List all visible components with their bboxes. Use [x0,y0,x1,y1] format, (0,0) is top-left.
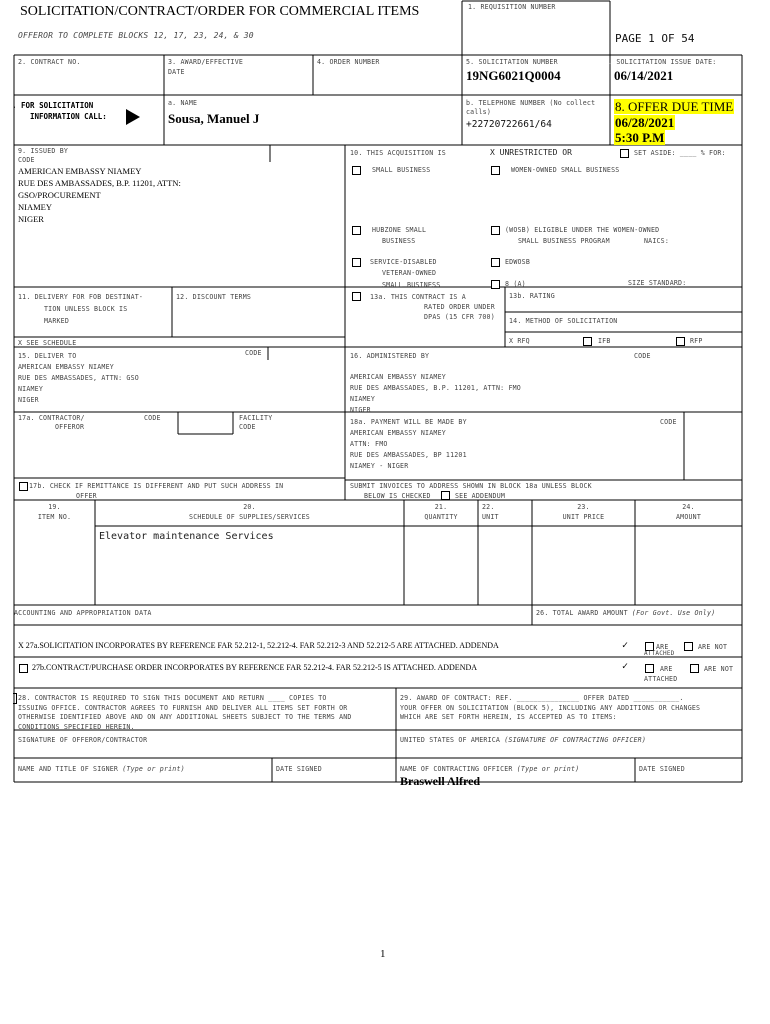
address-line: NIAMEY [18,202,52,212]
administered-code-label: CODE [634,352,651,360]
address-line: GSO/PROCUREMENT [18,190,101,200]
col-number: 19. [48,503,61,511]
size-standard-label: SIZE STANDARD: [628,279,687,287]
discount-terms-label: 12. DISCOUNT TERMS [176,293,252,301]
usa-text: UNITED STATES OF AMERICA [400,736,501,744]
submit-invoices-label: SUBMIT INVOICES TO ADDRESS SHOWN IN BLOCK 18a UNLESS BLOCK [350,482,592,490]
col-title: AMOUNT [675,513,702,521]
award-date-label: 3. AWARD/EFFECTIVE [168,58,244,66]
rfp-label: RFP [690,337,703,345]
facility-code-label: FACILITY [239,414,273,422]
form-title: SOLICITATION/CONTRACT/ORDER FOR COMMERCIAL ITEMS [20,4,420,19]
award-date-label-2: DATE [168,68,185,76]
solicitation-number: 19NG6021Q0004 [466,68,561,83]
col-number: 24. [682,503,695,511]
small-business-label: SMALL BUSINESS [372,166,431,174]
delivery-label-2: TION UNLESS BLOCK IS [44,305,128,313]
block-29-line: 29. AWARD OF CONTRACT: REF. _______________ OFFER DATED ___________. [400,694,684,702]
edwosb-eligible-checkbox[interactable] [491,226,500,235]
remittance-label: 17b. CHECK IF REMITTANCE IS DIFFERENT AND PUT SUCH ADDRESS IN [29,482,284,490]
contract-no-label: 2. CONTRACT NO. [18,58,81,66]
hubzone-checkbox[interactable] [352,226,361,235]
27a-are-not-checkbox[interactable] [684,642,693,651]
issue-date: 06/14/2021 [614,68,674,83]
small-business-checkbox[interactable] [352,166,361,175]
hubzone-label: HUBZONE SMALL [372,226,427,234]
deliver-to-code-label: CODE [245,349,262,357]
co-name-text: NAME OF CONTRACTING OFFICER [400,765,513,773]
block-28-line: ISSUING OFFICE. CONTRACTOR AGREES TO FURNISH AND DELIVER ALL ITEMS SET FORTH OR [18,703,348,712]
set-aside-label: SET ASIDE: ____ % FOR: [634,149,726,157]
rated-order-label-3: DPAS (15 CFR 700) [424,313,495,321]
contact-name: Sousa, Manuel J [168,111,260,126]
see-addendum-label: SEE ADDENDUM [455,492,506,500]
wosb-checkbox[interactable] [491,166,500,175]
payment-code-label: CODE [660,418,677,426]
address-line: NIAMEY [18,385,44,393]
address-line: RUE DES AMBASSADES, BP 11201 [350,451,467,459]
deliver-to-address [18,362,139,406]
solicitation-number-label: 5. SOLICITATION NUMBER [466,58,558,66]
col-number: 23. [577,503,590,511]
27b-are-label: ARE [660,665,673,673]
rating-label: 13b. RATING [509,292,555,300]
address-line: RUE DES AMBASSADES, ATTN: GSO [18,374,139,382]
total-award-label [536,608,715,618]
27b-attached-label: ATTACHED [644,675,678,683]
col-title: UNIT [482,513,499,521]
address-line: NIAMEY [350,395,376,403]
ifb-checkbox[interactable] [583,337,592,346]
check-27a-icon: ✓ [622,640,629,651]
edwosb-checkbox[interactable] [491,258,500,267]
check-27b-icon: ✓ [622,661,629,672]
27b-are-checkbox[interactable] [645,664,654,673]
set-aside-checkbox[interactable] [620,149,629,158]
sdvosb-label-3: SMALL BUSINESS [382,281,441,289]
see-addendum-checkbox[interactable] [441,491,450,500]
address-line: RUE DES AMBASSADES, B.P. 11201, ATTN: [18,178,181,188]
offeror-note: OFFEROR TO COMPLETE BLOCKS 12, 17, 23, 24, & 30 [18,31,254,40]
page-indicator: PAGE 1 OF 54 [615,32,695,45]
col-number: 22. [482,503,495,511]
rfp-checkbox[interactable] [676,337,685,346]
block-29-line: WHICH ARE SET FORTH HEREIN, IS ACCEPTED AS TO ITEMS: [400,713,617,721]
col-amount [635,502,742,522]
address-line: NIGER [350,406,371,414]
remittance-label-2: OFFER [76,492,97,500]
address-line: ATTN: FMO [350,440,388,448]
far-27a-text: X 27a.SOLICITATION INCORPORATES BY REFERENCE FAR 52.212-1, 52.212-4. FAR 52.212-3 AND 52.212-5 ARE ATTACHED. ADDENDA [18,641,499,650]
submit-invoices-label-2: BELOW IS CHECKED [364,492,431,500]
27a-are-label: ARE [656,643,669,651]
acquisition-label: 10. THIS ACQUISITION IS [350,149,446,157]
offer-due-date: 06/28/2021 [615,115,675,130]
offer-due-label: 8. OFFER DUE TIME [615,99,734,114]
col-quantity [404,502,478,522]
27b-are-not-label: ARE NOT [704,665,734,673]
address-line: AMERICAN EMBASSY NIAMEY [350,429,446,437]
see-schedule-option: X SEE SCHEDULE [18,339,77,347]
hubzone-label-2: BUSINESS [382,237,416,245]
type-print-note: (Type or print) [122,765,185,773]
rfq-option: X RFQ [509,337,530,345]
contractor-label: 17a. CONTRACTOR/ [18,414,85,422]
date-signed-label: DATE SIGNED [276,765,322,773]
edwosb-eligible-label-2: SMALL BUSINESS PROGRAM [518,237,610,245]
phone-label-2: calls) [466,108,492,116]
block-29-line: YOUR OFFER ON SOLICITATION (BLOCK 5), INCLUDING ANY ADDITIONS OR CHANGES [400,703,701,712]
col-title: SCHEDULE OF SUPPLIES/SERVICES [189,513,310,521]
delivery-label: 11. DELIVERY FOR FOB DESTINAT- [18,293,144,301]
info-call-label-2: INFORMATION CALL: [30,112,107,121]
rated-order-label-2: RATED ORDER UNDER [424,303,495,311]
col-item-no [14,502,95,522]
order-number-label: 4. ORDER NUMBER [317,58,380,66]
wosb-label: WOMEN-OWNED SMALL BUSINESS [511,166,620,174]
usa-note: (SIGNATURE OF CONTRACTING OFFICER) [504,736,647,744]
issued-by-code-label: CODE [18,156,35,164]
27a-are-not-label: ARE NOT [698,643,728,651]
facility-code-label-2: CODE [239,423,256,431]
sdvosb-label: SERVICE-DISABLED [370,258,437,266]
naics-label: NAICS: [644,237,670,245]
payment-address [350,428,467,472]
issued-by-address [18,165,181,225]
contracting-officer-name: Braswell Alfred [400,774,481,788]
deliver-to-label: 15. DELIVER TO [18,352,77,360]
date-signed-label-2: DATE SIGNED [639,765,685,773]
type-print-note: (Type or print) [516,765,580,773]
col-unit [478,502,536,522]
accounting-label: ACCOUNTING AND APPROPRIATION DATA [14,609,152,617]
unrestricted-option: X UNRESTRICTED OR [490,148,572,157]
col-title: UNIT PRICE [562,513,605,521]
total-award-text: 26. TOTAL AWARD AMOUNT [536,609,628,617]
administered-by-label: 16. ADMINISTERED BY [350,352,430,360]
27a-attached-label: ATTACHED [644,650,675,657]
eight-a-checkbox[interactable] [491,280,500,289]
name-label: a. NAME [168,99,198,107]
sdvosb-label-2: VETERAN-OWNED [382,269,437,277]
phone-number: +22720722661/64 [466,119,552,130]
col-number: 21. [434,503,448,511]
sdvosb-checkbox[interactable] [352,258,361,267]
block-28-text [18,694,352,732]
usa-signature-label [400,735,646,745]
rated-order-checkbox[interactable] [352,292,361,301]
delivery-label-3: MARKED [44,317,70,325]
ifb-label: IFB [598,337,611,345]
phone-label: b. TELEPHONE NUMBER (No collect [466,99,596,107]
col-title: QUANTITY [424,513,458,521]
page-number: 1 [380,948,386,960]
address-line: RUE DES AMBASSADES, B.P. 11201, ATTN: FMO [350,384,521,392]
27b-checkbox[interactable] [19,664,28,673]
contractor-label-2: OFFEROR [55,423,85,431]
block-28-line: OTHERWISE IDENTIFIED ABOVE AND ON ANY ADDITIONAL SHEETS SUBJECT TO THE TERMS AND [18,713,352,721]
col-title: ITEM NO. [37,513,72,521]
block-28-line: 28. CONTRACTOR IS REQUIRED TO SIGN THIS DOCUMENT AND RETURN ____ COPIES TO [18,694,327,702]
total-award-note: (For Govt. Use Only) [631,609,716,617]
offeror-signature-label: SIGNATURE OF OFFEROR/CONTRACTOR [18,736,148,744]
offer-due-time: 5:30 P.M [615,130,665,145]
issue-date-label: . SOLICITATION ISSUE DATE: [608,58,717,66]
signer-name-text: NAME AND TITLE OF SIGNER [18,765,119,773]
payment-label: 18a. PAYMENT WILL BE MADE BY [350,418,467,426]
address-line: AMERICAN EMBASSY NIAMEY [18,166,142,176]
27b-are-not-checkbox[interactable] [690,664,699,673]
info-call-label: . FOR SOLICITATION [12,101,94,110]
co-name-label [400,764,579,774]
item-description: Elevator maintenance Services [99,531,274,542]
block-28-line: CONDITIONS SPECIFIED HEREIN. [18,722,135,731]
col-unit-price [532,502,635,522]
remittance-checkbox[interactable] [19,482,28,491]
edwosb-eligible-label: (WOSB) ELIGIBLE UNDER THE WOMEN-OWNED [505,226,660,234]
address-line: AMERICAN EMBASSY NIAMEY [350,373,446,381]
far-27b-text: 27b.CONTRACT/PURCHASE ORDER INCORPORATES BY REFERENCE FAR 52.212-4. FAR 52.212-5 IS ATTACHED. ADDENDA [32,663,478,672]
address-line: NIGER [18,396,39,404]
signer-name-label [18,764,185,774]
col-number: 20. [243,503,256,511]
address-line: AMERICAN EMBASSY NIAMEY [18,363,114,371]
block-29-text [400,694,700,723]
issued-by-label: 9. ISSUED BY [18,147,69,155]
requisition-number-label: 1. REQUISITION NUMBER [468,3,556,11]
address-line: NIGER [18,214,44,224]
method-label: 14. METHOD OF SOLICITATION [509,317,618,325]
contractor-code-label: CODE [144,414,161,422]
rated-order-label: 13a. THIS CONTRACT IS A [370,293,466,301]
col-schedule [95,502,404,522]
block-28-checkbox[interactable] [13,693,17,704]
address-line: NIAMEY - NIGER [350,462,409,470]
administered-address [350,372,521,416]
eight-a-label: 8 (A) [505,280,526,288]
edwosb-label: EDWOSB [505,258,531,266]
